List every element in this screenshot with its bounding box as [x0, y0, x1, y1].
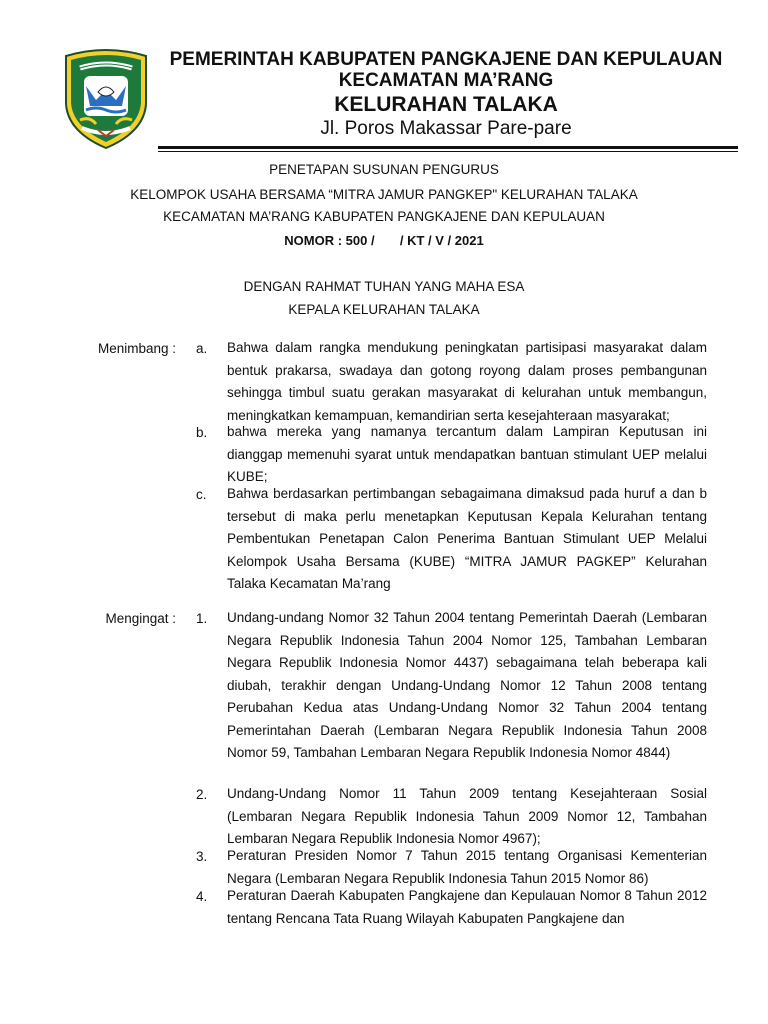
- regency-crest-icon: [60, 46, 152, 150]
- title-line-3: KECAMATAN MA’RANG KABUPATEN PANGKAJENE DAN KEPULAUAN: [163, 209, 605, 224]
- mengingat-item-4-text: Peraturan Daerah Kabupaten Pangkajene dan Kepulauan Nomor 8 Tahun 2012 tentang Rencana Tata Ruang Wilayah Kabupaten Pangkajene dan: [227, 888, 707, 926]
- mengingat-item-2-text: Undang-Undang Nomor 11 Tahun 2009 tentang Kesejahteraan Sosial (Lembaran Negara Republik Indonesia Tahun 2009 Nomor 12, Tambahan Lembaran Negara Republik Indonesia Nomor 4967);: [227, 786, 707, 846]
- letterhead-address: Jl. Poros Makassar Pare-pare: [320, 118, 572, 139]
- mengingat-label: Mengingat :: [105, 611, 176, 626]
- letterhead-rule-thin: [158, 151, 738, 152]
- mengingat-item-4-mark: 4.: [196, 889, 208, 904]
- menimbang-item-c-mark: c.: [196, 487, 207, 502]
- issuer-line: KEPALA KELURAHAN TALAKA: [288, 302, 480, 317]
- menimbang-item-b-mark: b.: [196, 425, 208, 440]
- decree-number: NOMOR : 500 / / KT / V / 2021: [284, 233, 484, 248]
- invocation-line: DENGAN RAHMAT TUHAN YANG MAHA ESA: [243, 279, 525, 294]
- mengingat-item-2-mark: 2.: [196, 787, 208, 802]
- menimbang-item-b-text: bahwa mereka yang namanya tercantum dalam Lampiran Keputusan ini dianggap memenuhi syarat untuk mendapatkan bantuan stimulant UEP melalui KUBE;: [227, 424, 707, 484]
- title-line-2: KELOMPOK USAHA BERSAMA “MITRA JAMUR PANGKEP" KELURAHAN TALAKA: [130, 187, 638, 202]
- letterhead-rule-thick: [158, 146, 738, 149]
- letterhead-title: KELURAHAN TALAKA: [334, 93, 558, 116]
- menimbang-item-a-text: Bahwa dalam rangka mendukung peningkatan partisipasi masyarakat dalam bentuk prakarsa, swadaya dan gotong royong dalam proses pembangunan sehingga timbul suatu gerakan masyarakat di kelurahan untuk membangun, meningkatkan kemampuan, kemandirian serta kesejahteraan masyarakat;: [227, 340, 707, 423]
- mengingat-item-3-text: Peraturan Presiden Nomor 7 Tahun 2015 tentang Organisasi Kementerian Negara (Lembaran Negara Republik Indonesia Tahun 2015 Nomor 86): [227, 848, 707, 886]
- mengingat-item-1-mark: 1.: [196, 611, 208, 626]
- mengingat-item-3-mark: 3.: [196, 849, 208, 864]
- mengingat-item-1-text: Undang-undang Nomor 32 Tahun 2004 tentang Pemerintah Daerah (Lembaran Negara Republik Indonesia Tahun 2004 Nomor 125, Tambahan Lembaran Negara Republik Indonesia Nomor 4437) sebagaimana telah beberapa kali diubah, terakhir dengan Undang-Undang Nomor 12 Tahun 2008 tentang Perubahan Kedua atas Undang-Undang Nomor 32 Tahun 2004 tentang Pemerintahan Daerah (Lembaran Negara Republik Indonesia Tahun 2008 Nomor 59, Tambahan Lembaran Negara Republik Indonesia Nomor 4844): [227, 610, 707, 760]
- letterhead-line-2: KECAMATAN MA’RANG: [338, 70, 554, 91]
- letterhead-line-1: PEMERINTAH KABUPATEN PANGKAJENE DAN KEPULAUAN: [169, 49, 723, 70]
- menimbang-item-a-mark: a.: [196, 341, 208, 356]
- menimbang-item-c-text: Bahwa berdasarkan pertimbangan sebagaimana dimaksud pada huruf a dan b tersebut di maka perlu menetapkan Keputusan Kepala Kelurahan tentang Pembentukan Penetapan Calon Penerima Bantuan Stimulant UEP Melalui Kelompok Usaha Bersama (KUBE) “MITRA JAMUR PAGKEP” Kelurahan Talaka Kecamatan Ma’rang: [227, 486, 707, 591]
- title-line-1: PENETAPAN SUSUNAN PENGURUS: [269, 162, 499, 177]
- menimbang-label: Menimbang :: [97, 341, 176, 356]
